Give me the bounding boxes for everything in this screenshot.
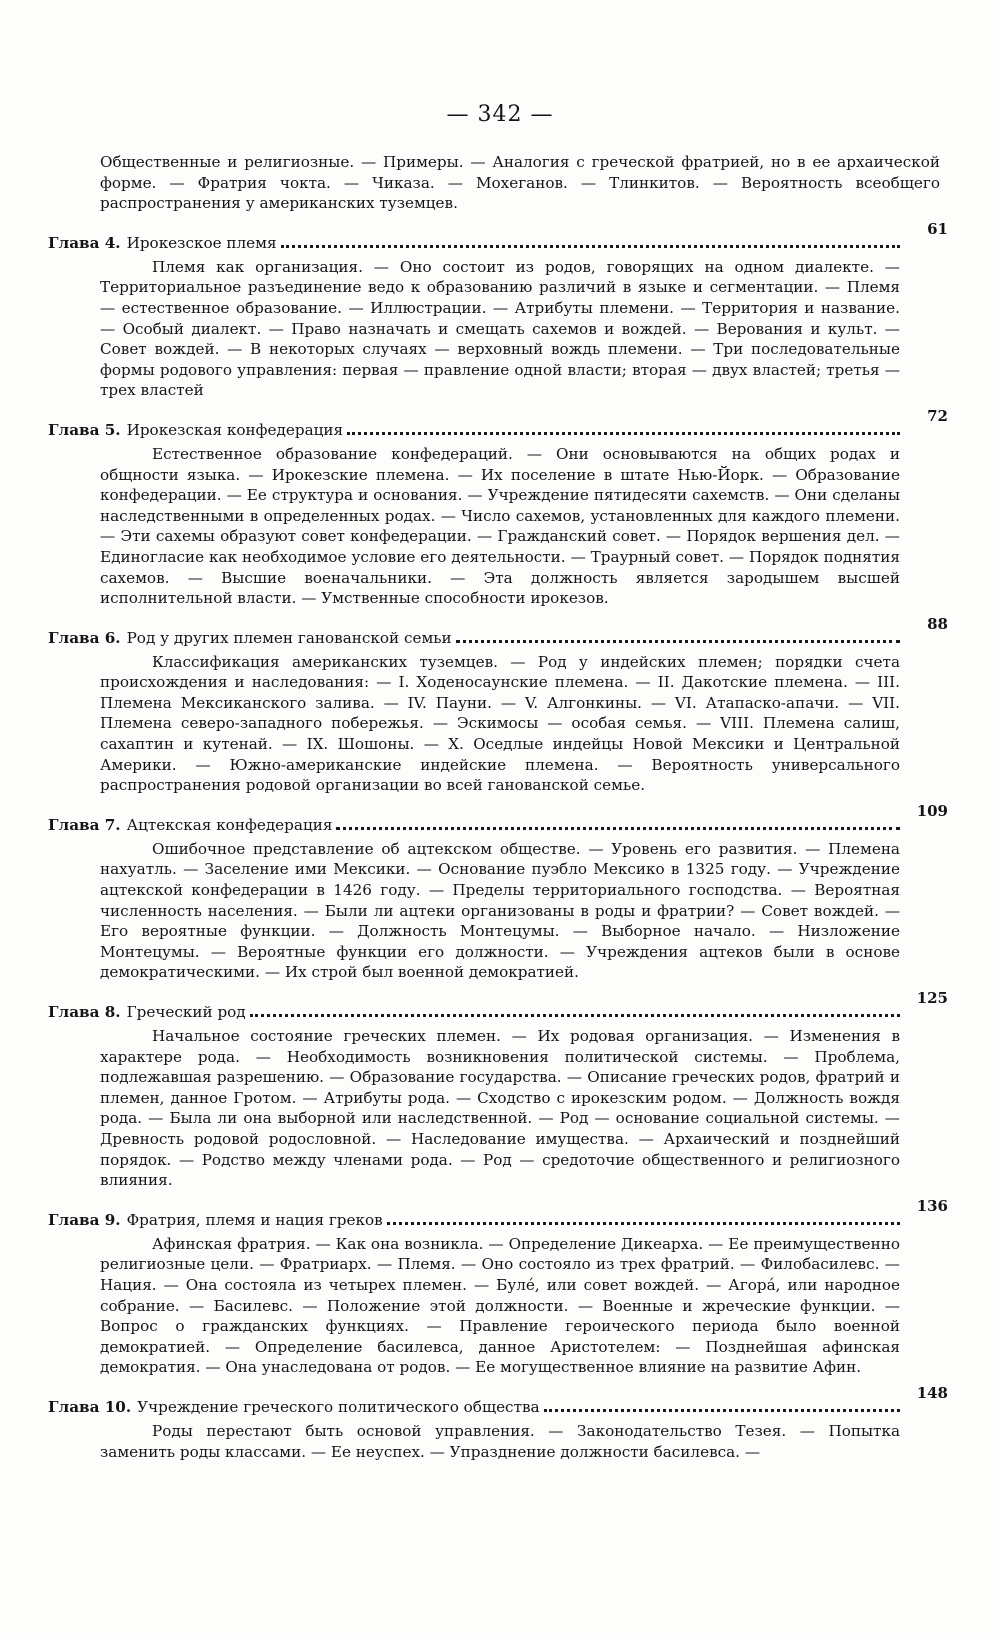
chapter-heading xyxy=(48,1383,948,1418)
chapter-entry xyxy=(48,801,948,983)
chapter-heading xyxy=(48,989,948,1023)
chapter-summary: Естественное образование конфедераций. — Они основываются на общих родах и общности языка. — Ирокезские племена. — Их поселение в штате Нью-Йорк. — Образование конфедерации. — Ее структура и основания. — Учреждение пятидесяти сахемств. — Они сделаны наследственными в определенных родах. — Число сахемов, установленных для каждого племени. — Эти сахемы образуют совет конфедерации. — Гражданский совет. — Порядок вершения дел. — Единогласие как необходимое условие его деятельности. — Траурный совет. — Порядок поднятия сахемов. — Высшие военачальники. — Эта должность является зародышем высшей исполнительной власти. — Умственные способности ирокезов. xyxy=(100,444,900,608)
chapter-summary: Роды перестают быть основой управления. — Законодательство Тезея. — Попытка заменить роды классами. — Ее неуспех. — Упразднение должности басилевса. — xyxy=(100,1421,900,1461)
chapter-label: Глава 6. xyxy=(48,628,121,647)
chapter-summary: Классификация американских туземцев. — Род у индейских племен; порядки счета происхождения и наследования: — I. Ходеносаунские племена. — II. Дакотские племена. — III. Племена Мексиканского залива. — IV. Пауни. — V. Алгонкины. — VI. Атапаско-апачи. — VII. Племена северо-западного побережья. — Эскимосы — особая семья. — VIII. Племена салиш, сахаптин и кутенай. — IX. Шошоны. — X. Оседлые индейцы Новой Мексики и Центральной Америки. — Южно-американские индейские племена. — Вероятность универсального распространения родовой организации во всей ганованской семье. xyxy=(100,652,900,795)
chapter-page-number: 72 xyxy=(927,406,948,425)
dot-leader xyxy=(336,827,900,830)
dot-leader xyxy=(347,432,900,435)
chapter-label: Глава 8. xyxy=(48,1003,121,1021)
chapter-entry xyxy=(48,406,948,609)
chapter-heading xyxy=(48,1196,948,1231)
page-number: — 342 — xyxy=(446,102,554,127)
chapter-entry xyxy=(48,219,948,401)
chapter-entry xyxy=(48,989,948,1191)
chapter-summary: Афинская фратрия. — Как она возникла. — Определение Дикеарха. — Ее преимущественно религиозные цели. — Фратриарх. — Племя. — Оно состояло из трех фратрий. — Филобасилевс. — Нация. — Она состояла из четырех племен. — Булé, или совет вождей. — Агорá, или народное собрание. — Басилевс. — Положение этой должности. — Военные и жреческие функции. — Вопрос о гражданских функциях. — Правление героического периода было военной демократией. — Определение басилевса, данное Аристотелем: — Позднейшая афинская демократия. — Она унаследована от родов. — Ее могущественное влияние на развитие Афин. xyxy=(100,1234,900,1377)
chapter-entry xyxy=(48,1196,948,1378)
chapter-label: Глава 5. xyxy=(48,420,121,439)
chapter-summary: Начальное состояние греческих племен. — Их родовая организация. — Изменения в характере рода. — Необходимость возникновения политической системы. — Проблема, подлежавшая разрешению. — Образование государства. — Описание греческих родов, фратрий и племен, данное Гротом. — Атрибуты рода. — Сходство с ирокезским родом. — Должность вождя рода. — Была ли она выборной или наследственной. — Род — основание социальной системы. — Древность родовой родословной. — Наследование имущества. — Архаический и позднейший порядок. — Родство между членами рода. — Род — средоточие общественного и религиозного влияния. xyxy=(100,1027,900,1190)
dot-leader xyxy=(387,1222,900,1225)
chapter-title: Греческий род xyxy=(126,1003,246,1021)
chapter-title: Ирокезское племя xyxy=(126,233,277,252)
chapter-label: Глава 10. xyxy=(48,1397,132,1416)
chapter-page-number: 148 xyxy=(916,1383,948,1402)
dot-leader xyxy=(281,245,900,248)
chapter-label: Глава 4. xyxy=(48,233,121,252)
chapter-entry xyxy=(48,1383,948,1462)
dot-leader xyxy=(456,640,900,643)
chapter-title: Ирокезская конфедерация xyxy=(126,420,344,439)
chapter-title: Ацтекская конфедерация xyxy=(126,815,333,834)
table-of-contents xyxy=(48,152,948,1480)
chapter-page-number: 109 xyxy=(916,801,948,820)
chapter-entry xyxy=(48,614,948,796)
chapter-heading xyxy=(48,219,948,254)
chapter-title: Фратрия, племя и нация греков xyxy=(126,1210,383,1229)
chapter-label: Глава 9. xyxy=(48,1210,121,1229)
chapter-title: Учреждение греческого политического общества xyxy=(137,1397,540,1416)
chapter-heading xyxy=(48,406,948,441)
chapter-page-number: 61 xyxy=(927,219,948,238)
chapter-title: Род у других племен ганованской семьи xyxy=(126,628,452,647)
chapter-summary: Ошибочное представление об ацтекском обществе. — Уровень его развития. — Племена нахуатль. — Заселение ими Мексики. — Основание пуэбло Мексико в 1325 году. — Учреждение ацтекской конфедерации в 1426 году. — Пределы территориального господства. — Вероятная численность населения. — Были ли ацтеки организованы в роды и фратрии? — Совет вождей. — Его вероятные функции. — Должность Монтецумы. — Выборное начало. — Низложение Монтецумы. — Вероятные функции его должности. — Учреждения ацтеков были в основе демократическими. — Их строй был военной демократией. xyxy=(100,839,900,982)
chapter-summary: Племя как организация. — Оно состоит из родов, говорящих на одном диалекте. — Территориальное разъединение ведо к образованию различий в языке и сегментации. — Племя — естественное образование. — Иллюстрации. — Атрибуты племени. — Территория и название. — Особый диалект. — Право назначать и смещать сахемов и вождей. — Верования и культ. — Совет вождей. — В некоторых случаях — верховный вождь племени. — Три последовательные формы родового управления: первая — правление одной власти; вторая — двух властей; третья — трех властей xyxy=(100,257,900,400)
chapter-heading xyxy=(48,801,948,836)
chapter-heading xyxy=(48,614,948,649)
dot-leader xyxy=(544,1409,900,1412)
chapter-list xyxy=(48,219,948,1462)
dot-leader xyxy=(250,1014,900,1017)
chapter-page-number: 125 xyxy=(916,989,948,1007)
chapter-label: Глава 7. xyxy=(48,815,121,834)
continued-summary: Общественные и религиозные. — Примеры. — Аналогия с греческой фратрией, но в ее архаической форме. — Фратрия чокта. — Чиказа. — Мохеганов. — Тлинкитов. — Вероятность всеобщего распространения у американских туземцев. xyxy=(100,153,940,213)
chapter-page-number: 88 xyxy=(927,614,948,633)
chapter-page-number: 136 xyxy=(916,1196,948,1215)
